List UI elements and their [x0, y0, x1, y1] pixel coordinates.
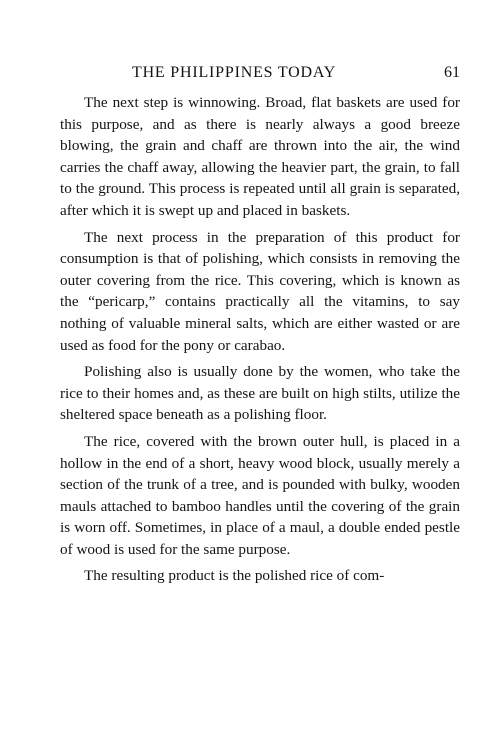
paragraph-polishing-process: The next process in the preparation of this product for consumption is that of polishing, which consists in removing the outer covering from the rice. This covering, which is known as the “pericarp,” contains practically all the vitamins, to say nothing of valuable mineral salts, which are either wasted or are used as food for the pony or carabao. [60, 228, 460, 354]
running-head [60, 64, 460, 84]
body-text [60, 92, 460, 587]
paragraph-result: The resulting product is the polished rice of com- [84, 567, 385, 585]
page-number: 61 [444, 64, 460, 81]
running-title: THE PHILIPPINES TODAY [132, 64, 337, 81]
paragraph-winnowing: The next step is winnowing. Broad, flat baskets are used for this purpose, and as there is nearly always a good breeze blowing, the grain and chaff are thrown into the air, the wind carries the chaff away, allowing the heavier part, the grain, to fall to the ground. This process is repeated until all grain is separated, after which it is swept up and placed in baskets. [60, 94, 460, 219]
paragraph-polishing-women: Polishing also is usually done by the women, who take the rice to their homes and, as these are built on high stilts, utilize the sheltered space beneath as a polishing floor. [60, 363, 460, 424]
paragraph-pounding: The rice, covered with the brown outer hull, is placed in a hollow in the end of a short, heavy wood block, usually merely a section of the trunk of a tree, and is pounded with bulky, wooden mauls attached to bamboo handles until the covering of the grain is worn off. Sometimes, in place of a maul, a double ended pestle of wood is used for the same purpose. [60, 432, 460, 558]
